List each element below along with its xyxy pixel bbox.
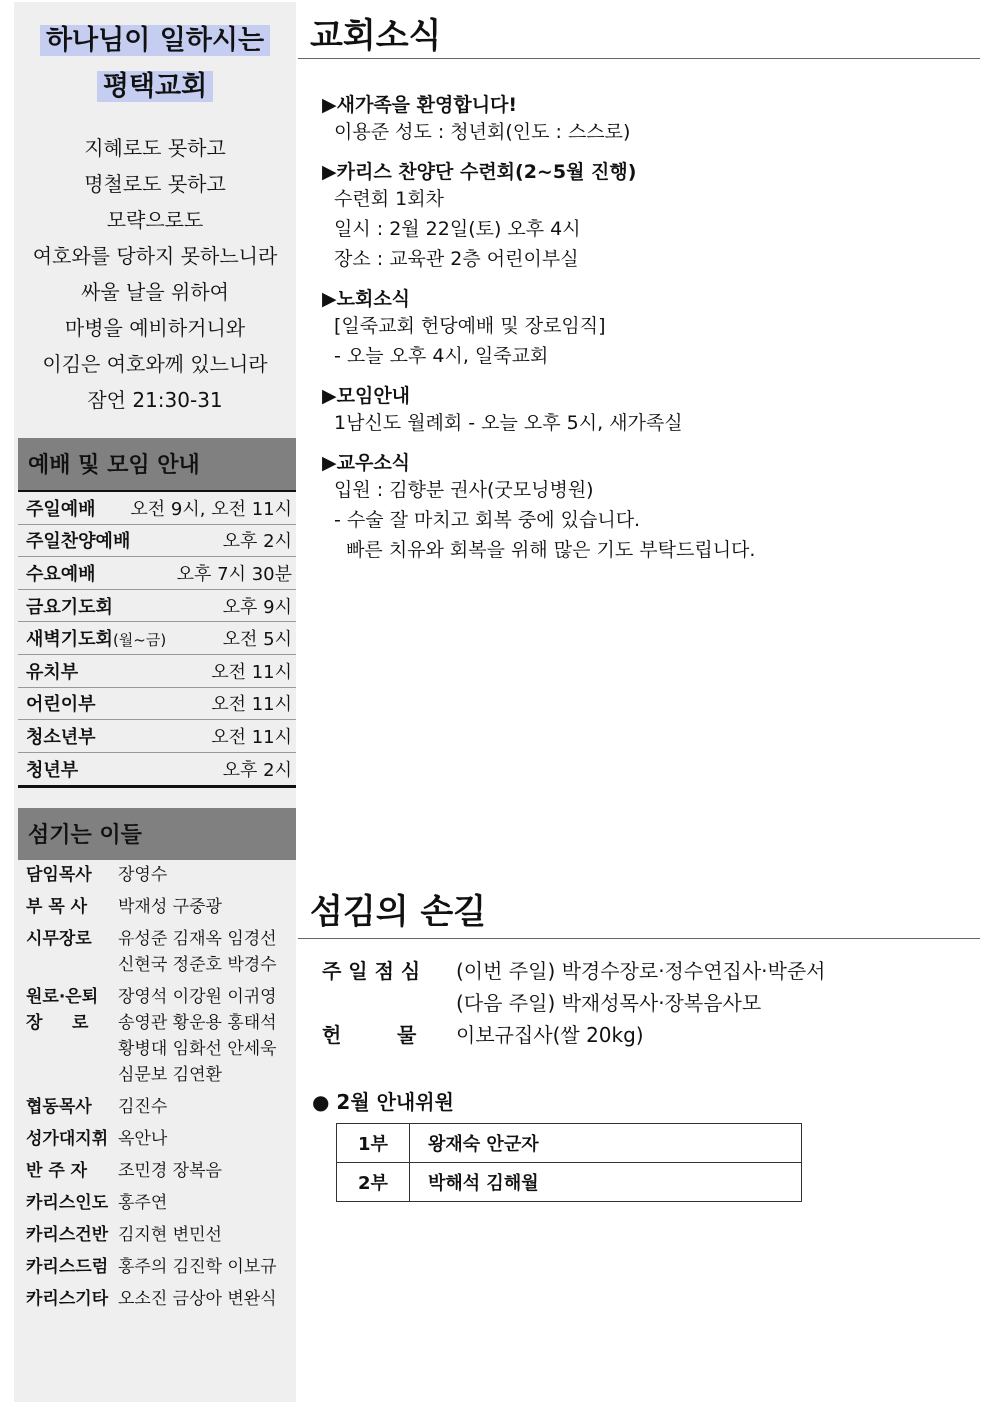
news-line: 일시 : 2월 22일(토) 오후 4시	[334, 218, 581, 240]
worship-time: 오전 11시	[211, 661, 292, 683]
worship-row	[18, 753, 296, 786]
servant-names: 박재성 구중광	[118, 897, 222, 917]
news-heading: ▶새가족을 환영합니다!	[322, 94, 518, 116]
servant-row	[18, 862, 296, 888]
servant-names: 유성준 김재옥 임경선 신현국 정준호 박경수	[118, 929, 277, 975]
news-heading: ▶교우소식	[322, 452, 411, 474]
verse-line: 이김은 여호와께 있느니라	[42, 352, 268, 376]
worship-time: 오전 9시, 오전 11시	[130, 498, 292, 520]
servant-role: 성가대지휘	[26, 1129, 109, 1149]
servant-row	[18, 894, 296, 920]
news-line: - 오늘 오후 4시, 일죽교회	[334, 345, 549, 367]
worship-time: 오후 2시	[222, 531, 292, 553]
verse-line: 명철로도 못하고	[84, 172, 226, 196]
news-heading: ▶모임안내	[322, 385, 411, 407]
duty-row	[322, 955, 825, 1019]
worship-name: 청소년부	[26, 726, 96, 748]
news-line: 빠른 치유와 회복을 위해 많은 기도 부탁드립니다.	[334, 539, 756, 561]
servants-list	[18, 862, 296, 1318]
servant-row	[18, 1190, 296, 1216]
news-heading: ▶노회소식	[322, 288, 411, 310]
worship-time: 오전 11시	[211, 694, 292, 716]
news-title: 교회소식	[310, 16, 442, 56]
worship-time: 오전 5시	[222, 629, 292, 651]
worship-time: 오후 9시	[222, 596, 292, 618]
servant-names: 김지현 변민선	[118, 1225, 222, 1245]
servant-role: 시무장로	[26, 929, 92, 949]
servant-names: 옥안나	[118, 1129, 168, 1149]
worship-time: 오후 2시	[222, 760, 292, 782]
servant-role: 카리스기타	[26, 1289, 109, 1309]
usher-part: 2부	[337, 1163, 410, 1202]
news-line: [일죽교회 헌당예배 및 장로임직]	[334, 315, 606, 337]
news-line: 1남신도 월례회 - 오늘 오후 5시, 새가족실	[334, 412, 683, 434]
servant-row	[18, 1222, 296, 1248]
news-line: - 수술 잘 마치고 회복 중에 있습니다.	[334, 509, 641, 531]
worship-schedule	[18, 490, 296, 788]
worship-name: 청년부	[26, 760, 79, 782]
verse-reference: 잠언 21:30-31	[87, 388, 223, 412]
servant-role: 카리스건반	[26, 1225, 109, 1245]
news-line: 수련회 1회차	[334, 188, 444, 210]
servant-role: 반 주 자	[26, 1161, 88, 1181]
worship-name: 수요예배	[26, 563, 96, 585]
service-divider	[298, 938, 980, 939]
worship-name: 금요기도회	[26, 596, 113, 618]
usher-names: 왕재숙 안군자	[410, 1124, 802, 1163]
usher-part: 1부	[337, 1124, 410, 1163]
verse-line: 지혜로도 못하고	[84, 136, 226, 160]
ushers-table	[336, 1123, 802, 1202]
worship-row	[18, 492, 296, 525]
servant-role: 카리스드럼	[26, 1257, 109, 1277]
sidebar	[14, 2, 296, 1402]
ushers-title: ● 2월 안내위원	[312, 1090, 454, 1114]
duty-values: 이보규집사(쌀 20kg)	[456, 1023, 644, 1047]
table-row	[337, 1124, 802, 1163]
duty-label: 헌 물	[322, 1023, 417, 1047]
worship-row	[18, 655, 296, 688]
servant-names: 장영석 이강원 이귀영 송영관 황운용 홍태석 황병대 임화선 안세욱 심문보 김연환	[118, 987, 277, 1085]
servant-role: 담임목사	[26, 865, 92, 885]
news-line: 입원 : 김향분 권사(굿모닝병원)	[334, 479, 594, 501]
servant-row	[18, 1158, 296, 1184]
servant-role: 원로·은퇴 장 로	[26, 987, 99, 1033]
worship-row	[18, 590, 296, 623]
worship-name: 어린이부	[26, 694, 96, 716]
servant-names: 홍주연	[118, 1193, 168, 1213]
servant-row	[18, 926, 296, 978]
servant-role: 협동목사	[26, 1097, 92, 1117]
worship-name: 주일찬양예배	[26, 531, 131, 553]
table-row	[337, 1163, 802, 1202]
worship-row	[18, 720, 296, 753]
church-title	[14, 18, 296, 110]
servant-names: 장영수	[118, 865, 168, 885]
servant-row	[18, 1286, 296, 1312]
verse-line: 싸울 날을 위하여	[81, 280, 229, 304]
church-title-line1: 하나님이 일하시는	[40, 25, 270, 56]
worship-row	[18, 525, 296, 558]
worship-row	[18, 557, 296, 590]
worship-row	[18, 688, 296, 721]
bible-verse	[14, 130, 296, 418]
news-divider	[298, 58, 980, 59]
service-title: 섬김의 손길	[310, 892, 487, 932]
servant-row	[18, 1094, 296, 1120]
servant-role: 카리스인도	[26, 1193, 109, 1213]
news-heading: ▶카리스 찬양단 수련회(2~5월 진행)	[322, 161, 637, 183]
worship-name: 새벽기도회(월~금)	[26, 629, 167, 651]
worship-name: 주일예배	[26, 498, 96, 520]
servant-role: 부 목 사	[26, 897, 88, 917]
news-line: 이용준 성도 : 청년회(인도 : 스스로)	[334, 121, 631, 143]
usher-names: 박해석 김해월	[410, 1163, 802, 1202]
worship-name: 유치부	[26, 661, 79, 683]
servant-names: 홍주의 김진학 이보규	[118, 1257, 277, 1277]
servant-names: 조민경 장복음	[118, 1161, 222, 1181]
verse-line: 마병을 예비하거니와	[64, 316, 246, 340]
church-title-line2: 평택교회	[97, 71, 213, 102]
news-section	[322, 90, 972, 565]
worship-row	[18, 622, 296, 655]
duty-label: 주 일 점 심	[322, 959, 421, 983]
servant-row	[18, 1254, 296, 1280]
servant-row	[18, 984, 296, 1088]
worship-time: 오전 11시	[211, 726, 292, 748]
servant-names: 오소진 금상아 변완식	[118, 1289, 277, 1309]
duty-row	[322, 1019, 825, 1051]
duty-values: (이번 주일) 박경수장로·정수연집사·박준서 (다음 주일) 박재성목사·장복음사모	[456, 959, 826, 1015]
worship-section-header: 예배 및 모임 안내	[18, 438, 296, 490]
worship-time: 오후 7시 30분	[176, 563, 292, 585]
servant-names: 김진수	[118, 1097, 168, 1117]
servants-section-header: 섬기는 이들	[18, 808, 296, 860]
servant-row	[18, 1126, 296, 1152]
verse-line: 여호와를 당하지 못하느니라	[32, 244, 278, 268]
verse-line: 모략으로도	[106, 208, 204, 232]
duty-list	[322, 955, 825, 1051]
news-line: 장소 : 교육관 2층 어린이부실	[334, 248, 579, 270]
